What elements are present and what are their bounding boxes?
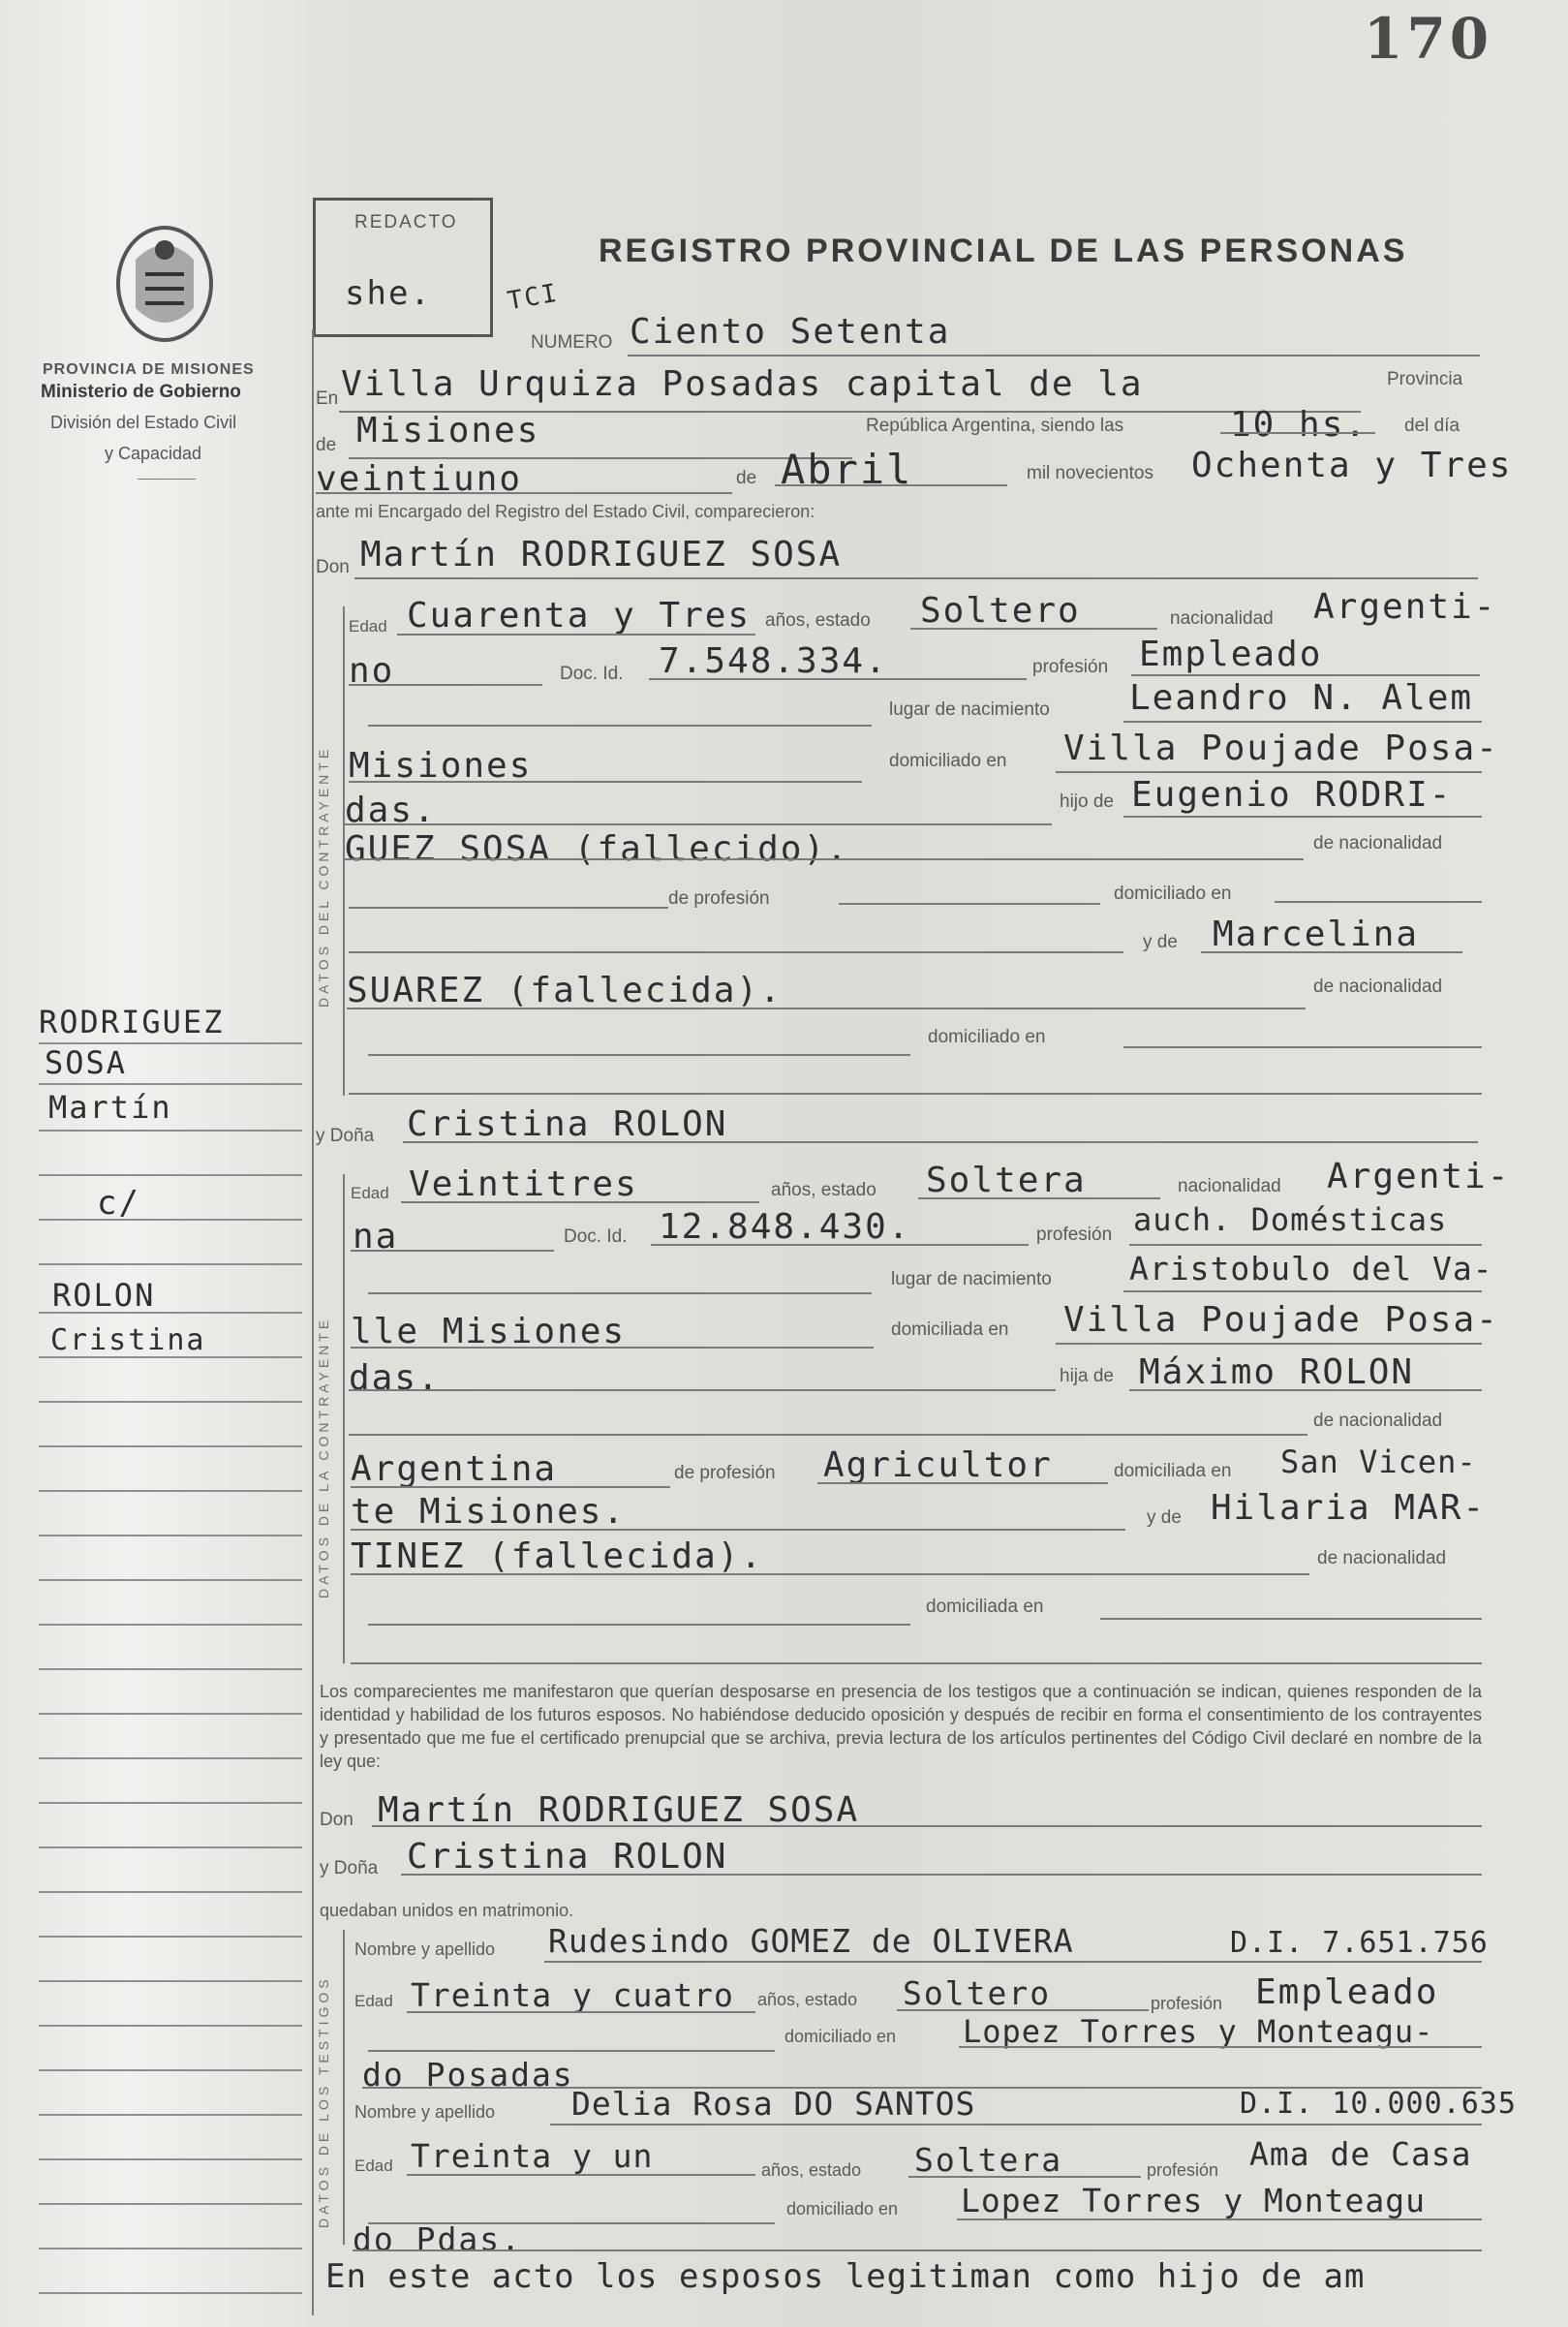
- groom-lugar-cont: Misiones: [349, 746, 533, 786]
- groom-nacionalidad-cont: no: [349, 651, 395, 691]
- margin-surname-3: ROLON: [52, 1277, 156, 1314]
- bride-madre: Hilaria MAR-: [1211, 1488, 1487, 1528]
- stamp-mark: TCI: [505, 278, 562, 317]
- bride-hija-label: hija de: [1060, 1366, 1114, 1386]
- w1-domicilio: Lopez Torres y Monteagu-: [963, 2013, 1434, 2050]
- groom-padre-prof-label: de profesión: [668, 888, 770, 909]
- provincia-label: Provincia: [1387, 369, 1463, 389]
- anio-value: Ochenta y Tres: [1191, 446, 1513, 485]
- groom-estado: Soltero: [920, 591, 1081, 631]
- bride-side-label: DATOS DE LA CONTRAYENTE: [316, 1316, 331, 1598]
- decl-don-label: Don: [320, 1810, 354, 1830]
- w2-domicilio: Lopez Torres y Monteagu: [961, 2182, 1426, 2219]
- stamp-initials: she.: [345, 274, 432, 313]
- groom-domic-label: domiciliado en: [889, 751, 1007, 771]
- numero-label: NUMERO: [531, 332, 613, 353]
- groom-domicilio: Villa Poujade Posa-: [1063, 729, 1499, 768]
- province-value: Misiones: [356, 411, 540, 450]
- bride-lugar-label: lugar de nacimiento: [891, 1269, 1052, 1289]
- dia-label: del día: [1404, 416, 1460, 436]
- final-note: En este acto los esposos legitiman como hijo de am: [325, 2257, 1366, 2296]
- w2-domic-label: domiciliado en: [786, 2199, 899, 2218]
- groom-padre-nac-label: de nacionalidad: [1313, 833, 1443, 853]
- page-number: 170: [1364, 6, 1493, 72]
- bride-anios-label: años, estado: [771, 1180, 876, 1200]
- groom-padre: Eugenio RODRI-: [1131, 775, 1453, 815]
- decl-dona-label: y Doña: [320, 1858, 379, 1878]
- bride-nacionalidad: Argenti-: [1327, 1157, 1511, 1196]
- groom-y-de-label: y de: [1143, 932, 1178, 952]
- groom-nacionalidad: Argenti-: [1313, 587, 1497, 627]
- groom-domicilio-cont: das.: [345, 791, 437, 830]
- bride-padre-profesion: Agricultor: [823, 1445, 1053, 1485]
- w1-edad-label: Edad: [354, 1992, 393, 2010]
- margin-connector: c/: [97, 1184, 140, 1223]
- w1-nombre-label: Nombre y apellido: [354, 1939, 496, 1959]
- don-label: Don: [316, 557, 350, 577]
- stamp-label: REDACTO: [354, 212, 458, 233]
- decl-bride: Cristina ROLON: [407, 1837, 728, 1877]
- groom-profesion: Empleado: [1139, 635, 1323, 674]
- w2-nombre: Delia Rosa DO SANTOS: [571, 2085, 976, 2123]
- seal-province: PROVINCIA DE MISIONES: [43, 361, 255, 378]
- left-margin-column: [0, 0, 315, 2327]
- ante-label: ante mi Encargado del Registro del Estado Civil, comparecieron:: [316, 502, 815, 521]
- bride-estado: Soltera: [926, 1161, 1087, 1200]
- bride-madre-cont: TINEZ (fallecida).: [351, 1536, 764, 1576]
- shield-emblem-icon: [107, 221, 223, 347]
- w2-nombre-label: Nombre y apellido: [354, 2102, 496, 2122]
- bride-domicilio: Villa Poujade Posa-: [1063, 1300, 1499, 1340]
- seal-division: División del Estado Civil: [50, 413, 237, 432]
- bride-padre-domicilio-cont: te Misiones.: [351, 1492, 627, 1532]
- bride-madre-domic-label: domiciliada en: [926, 1597, 1044, 1617]
- groom-side-label: DATOS DEL CONTRAYENTE: [316, 745, 331, 1008]
- bride-doc-label: Doc. Id.: [564, 1226, 628, 1247]
- dona-label: y Doña: [316, 1126, 375, 1146]
- bride-name: Cristina ROLON: [407, 1104, 728, 1144]
- form-left-border: [312, 329, 314, 2315]
- w2-anios-label: años, estado: [761, 2160, 862, 2180]
- hora-value: 10 hs.: [1230, 405, 1368, 445]
- groom-madre-cont: SUAREZ (fallecida).: [347, 971, 783, 1010]
- groom-madre-nac-label: de nacionalidad: [1313, 977, 1443, 997]
- bride-madre-nac-label: de nacionalidad: [1317, 1548, 1447, 1568]
- bride-nac-label: nacionalidad: [1178, 1176, 1281, 1196]
- bride-nacionalidad-cont: na: [353, 1217, 399, 1257]
- w1-doc: D.I. 7.651.756: [1230, 1926, 1489, 1960]
- bride-padre-prof-label: de profesión: [674, 1463, 776, 1483]
- w2-doc: D.I. 10.000.635: [1240, 2087, 1517, 2121]
- en-label: En: [316, 388, 339, 409]
- bride-edad: Veintitres: [409, 1164, 638, 1204]
- groom-madre-domic-label: domiciliado en: [928, 1027, 1046, 1047]
- decl-unidos: quedaban unidos en matrimonio.: [320, 1901, 574, 1920]
- bride-padre-domic-label: domiciliada en: [1114, 1461, 1232, 1481]
- witness-side-label: DATOS DE LOS TESTIGOS: [316, 1975, 331, 2228]
- bride-doc: 12.848.430.: [659, 1207, 911, 1247]
- w2-domicilio-cont: do Pdas.: [353, 2220, 522, 2258]
- groom-doc: 7.548.334.: [659, 641, 888, 681]
- groom-name: Martín RODRIGUEZ SOSA: [360, 535, 843, 574]
- provincial-seal: [107, 221, 223, 347]
- groom-lugar: Leandro N. Alem: [1129, 678, 1474, 718]
- bride-prof-label: profesión: [1036, 1225, 1113, 1245]
- seal-ministry: Ministerio de Gobierno: [41, 382, 241, 402]
- w1-domicilio-cont: do Posadas: [362, 2056, 574, 2094]
- numero-value: Ciento Setenta: [630, 312, 951, 352]
- bride-domicilio-cont: das.: [349, 1358, 441, 1398]
- groom-edad-label: Edad: [349, 617, 387, 636]
- w2-profesion: Ama de Casa: [1249, 2135, 1472, 2173]
- groom-nac-label: nacionalidad: [1170, 608, 1274, 629]
- bride-lugar: Aristobulo del Va-: [1129, 1250, 1493, 1288]
- page-title: REGISTRO PROVINCIAL DE LAS PERSONAS: [599, 233, 1408, 269]
- w1-estado: Soltero: [903, 1974, 1052, 2012]
- groom-edad: Cuarenta y Tres: [407, 596, 752, 636]
- bride-profesion: auch. Domésticas: [1133, 1201, 1448, 1238]
- bride-padre: Máximo ROLON: [1139, 1352, 1415, 1392]
- w1-profesion: Empleado: [1255, 1972, 1439, 2012]
- w2-edad: Treinta y un: [411, 2137, 654, 2175]
- declaration-text: Los comparecientes me manifestaron que querían desposarse en presencia de los testigos que a continuación se indican, quienes responden de la identidad y habilidad de los futuros esposos. No habiéndose deducido oposición y después de recibir en forma el consentimiento de los contrayentes y presentado que me fue el certificado prenupcial que se archiva, previa lectura de los artículos pertinentes del Código Civil declaré en nombre de la ley que:: [320, 1682, 1482, 1771]
- w2-prof-label: profesión: [1147, 2160, 1219, 2180]
- w2-estado: Soltera: [914, 2141, 1063, 2179]
- w1-prof-label: profesión: [1151, 1994, 1223, 2013]
- margin-firstname: Martín: [48, 1089, 172, 1126]
- bride-padre-nac-label: de nacionalidad: [1313, 1411, 1443, 1431]
- w2-edad-label: Edad: [354, 2156, 393, 2175]
- w1-edad: Treinta y cuatro: [411, 1976, 734, 2014]
- mil-label: mil novecientos: [1027, 463, 1153, 483]
- bride-edad-label: Edad: [351, 1184, 389, 1202]
- groom-hijo-label: hijo de: [1060, 791, 1114, 812]
- bride-domic-label: domiciliada en: [891, 1319, 1009, 1340]
- seal-capacity: y Capacidad: [105, 444, 202, 463]
- bride-padre-domicilio: San Vicen-: [1280, 1443, 1477, 1480]
- margin-firstname-2: Cristina: [50, 1323, 206, 1357]
- bride-lugar-cont: lle Misiones: [351, 1312, 627, 1351]
- republica-label: República Argentina, siendo las: [866, 416, 1124, 436]
- mes-value: Abril: [781, 446, 913, 493]
- dia-value: veintiuno: [316, 459, 523, 499]
- groom-padre-cont: GUEZ SOSA (fallecido).: [345, 829, 849, 869]
- groom-anios-label: años, estado: [765, 610, 871, 631]
- groom-padre-domic-label: domiciliado en: [1114, 884, 1232, 904]
- groom-prof-label: profesión: [1032, 657, 1109, 677]
- w1-anios-label: años, estado: [757, 1990, 858, 2009]
- w1-nombre: Rudesindo GOMEZ de OLIVERA: [548, 1922, 1074, 1960]
- groom-lugar-label: lugar de nacimiento: [889, 699, 1050, 720]
- bride-y-de-label: y de: [1147, 1507, 1182, 1528]
- margin-surname-2: SOSA: [45, 1044, 128, 1081]
- redacto-stamp: [313, 198, 493, 337]
- place-value: Villa Urquiza Posadas capital de la: [341, 364, 1144, 404]
- de-label: de: [316, 435, 337, 455]
- w1-domic-label: domiciliado en: [784, 2027, 897, 2046]
- decl-groom: Martín RODRIGUEZ SOSA: [378, 1790, 860, 1830]
- bride-padre-nacionalidad: Argentina: [351, 1449, 558, 1489]
- margin-surname-1: RODRIGUEZ: [39, 1004, 225, 1040]
- groom-madre: Marcelina: [1213, 915, 1420, 954]
- de2-label: de: [736, 468, 757, 488]
- groom-doc-label: Doc. Id.: [560, 664, 624, 684]
